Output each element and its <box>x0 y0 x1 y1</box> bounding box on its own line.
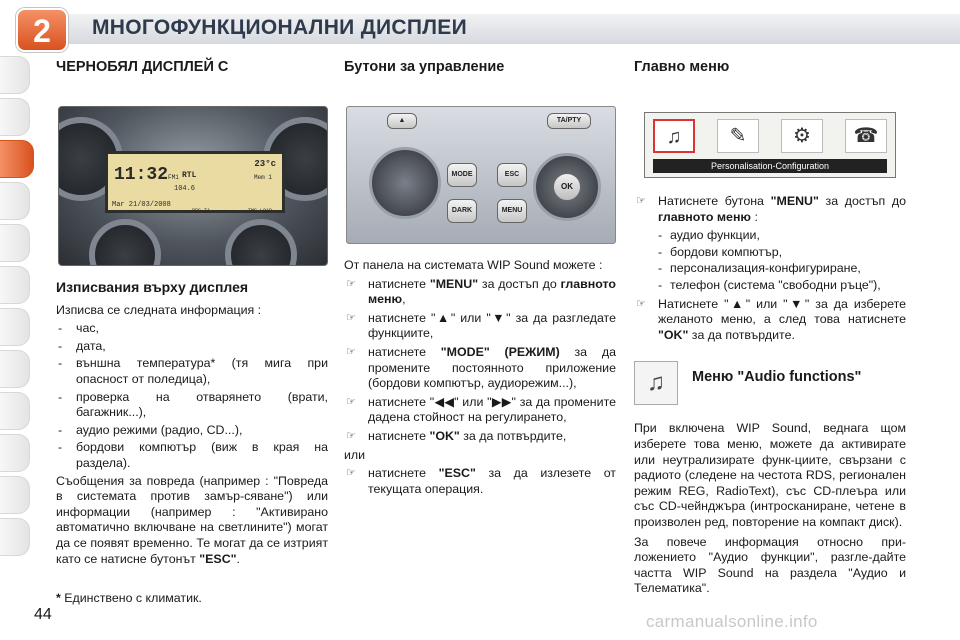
menu-button: MENU <box>497 199 527 223</box>
left-column <box>56 60 328 570</box>
eject-button: ▲ <box>387 113 417 129</box>
subheading-display-readings: Изписвания върху дисплея <box>56 279 249 295</box>
audio-functions-header <box>634 361 906 405</box>
list-item: - бордови компютър, <box>634 245 906 261</box>
list-item: - аудио функции, <box>634 228 906 244</box>
list-item: - аудио режими (радио, CD...), <box>56 423 328 439</box>
controls-list-esc <box>344 466 616 497</box>
list-item: ☞ Натиснете бутона "MENU" за достъп до главното меню : <box>636 194 906 224</box>
chapter-tab <box>0 224 30 262</box>
page-header <box>0 0 960 48</box>
footnote-text: Единствено с климатик. <box>60 591 202 605</box>
section-heading-controls: Бутони за управление <box>344 59 505 75</box>
or-text: или <box>344 447 366 462</box>
main-menu-steps <box>634 194 906 225</box>
control-panel-image <box>346 106 616 244</box>
screen-date: Mar 21/03/2008 <box>112 201 171 209</box>
section-heading-main-menu: Главно меню <box>634 59 730 75</box>
list-item: - дата, <box>56 339 328 355</box>
audio-functions-title: Меню "Audio functions" <box>692 368 862 385</box>
gauge-bottom-left <box>89 219 161 266</box>
chapter-tab-active <box>0 140 34 178</box>
chapter-tab <box>0 98 30 136</box>
pointer-icon: ☞ <box>346 467 356 480</box>
screen-temperature: 23°c <box>254 159 276 169</box>
audio-paragraph-1: При включена WIP Sound, веднага щом изберете това меню, можете да активирате или неутрализирате функ-циите, свързани с радиото (следене на честота RDS, регионален режим REG, RadioText), със CD-плеъра или със CD-чейнджъра (интросканиране, четене в произволен ред, повторение на компакт диск). <box>634 421 906 529</box>
list-item: ☞ натиснете "MENU" за достъп до главното меню, <box>346 276 616 307</box>
mode-button: MODE <box>447 163 477 187</box>
list-item: ☞ Натиснете "▲" или "▼" за да изберете желаното меню, а след това натиснете "OK" за да потвърдите. <box>636 296 906 342</box>
chapter-tab <box>0 518 30 556</box>
ok-button: OK <box>553 173 581 201</box>
settings-icon: ⚙ <box>781 119 823 153</box>
right-column <box>634 60 906 600</box>
main-menu-steps-2 <box>634 297 906 344</box>
list-item: - проверка на отварянето (врати, багажник...), <box>56 390 328 421</box>
list-item: - външна температура* (тя мига при опасност от поледица), <box>56 356 328 387</box>
messages-paragraph <box>56 474 328 568</box>
pointer-icon: ☞ <box>346 277 356 290</box>
main-menu-image <box>644 112 896 178</box>
screen-tmc: TMC LOAD <box>247 208 272 214</box>
list-item: - персонализация-конфигуриране, <box>634 261 906 277</box>
list-item: - телефон (система "свободни ръце"), <box>634 278 906 294</box>
messages-text: Съобщения за повреда (например : "Повреда в системата против замър-сяване") или информации (например : "Активирано автоматично включване на светлините") могат да се появят временно. Те могат да се изтрият като се натисне бутонът <box>56 473 328 566</box>
monochrome-screen <box>105 151 285 213</box>
music-icon: ♫ <box>653 119 695 153</box>
left-knob <box>369 147 441 219</box>
intro-text: Изписва се следната информация : <box>56 302 262 317</box>
dark-button: DARK <box>447 199 477 223</box>
list-item: ☞ натиснете "◀◀" или "▶▶" за да промените дадена стойност на регулирането, <box>346 394 616 425</box>
chapter-tab <box>0 182 30 220</box>
audio-paragraph-2: За повече информация относно при-ложението "Аудио функции", разгле-дайте частта WIP Sound на раздела "Аудио и Телематика". <box>634 534 906 596</box>
pointer-icon: ☞ <box>346 429 356 442</box>
chapter-tab <box>0 266 30 304</box>
chapter-badge <box>16 8 68 52</box>
screen-band: FM1 <box>168 174 179 181</box>
pointer-icon: ☞ <box>346 345 356 358</box>
menu-icon-row <box>653 119 887 155</box>
wrench-icon: ✎ <box>717 119 759 153</box>
list-item: ☞ натиснете "▲" или "▼" за да разгледате функциите, <box>346 310 616 341</box>
music-icon: ♫ <box>634 361 678 405</box>
chapter-number: 2 <box>33 13 51 49</box>
pointer-icon: ☞ <box>636 195 646 207</box>
chapter-tab <box>0 350 30 388</box>
list-item: - час, <box>56 321 328 337</box>
footnote <box>56 591 202 605</box>
list-item: - бордови компютър (виж в края на раздела). <box>56 440 328 471</box>
footnote-star: * <box>56 591 61 605</box>
chapter-tab <box>0 392 30 430</box>
phone-icon: ☎ <box>845 119 887 153</box>
list-item: ☞ натиснете "OK" за да потвърдите, <box>346 428 567 443</box>
controls-list <box>344 277 616 445</box>
screen-memory: Mem 1 <box>253 174 272 181</box>
chapter-tab <box>0 476 30 514</box>
screen-station: RTL <box>182 171 197 180</box>
chapter-tab <box>0 56 30 94</box>
panel-intro: От панела на системата WIP Sound можете : <box>344 258 603 272</box>
chapter-tab <box>0 308 30 346</box>
page-number: 44 <box>34 606 52 623</box>
chapter-tabs <box>0 56 34 560</box>
section-heading-display: ЧЕРНОБЯЛ ДИСПЛЕЙ С <box>56 59 229 75</box>
main-menu-sublist <box>634 228 906 293</box>
pointer-icon: ☞ <box>346 395 356 408</box>
messages-end: . <box>236 551 240 566</box>
pointer-icon: ☞ <box>636 297 646 310</box>
list-item: ☞ натиснете "MODE" (РЕЖИМ) за да промените постоянното приложение (бордови компютър, аудиорежим...), <box>346 344 616 391</box>
esc-button-ref: "ESC" <box>199 551 237 566</box>
screen-frequency: 104.6 <box>174 185 196 193</box>
esc-button: ESC <box>497 163 527 187</box>
ta-pty-button: TA/PTY <box>547 113 591 129</box>
gauge-bottom-right <box>225 219 297 266</box>
screen-time: 11:32 <box>114 165 169 185</box>
list-item: ☞ натиснете "ESC" за да излезете от текущата операция. <box>346 466 616 496</box>
middle-column <box>344 60 616 500</box>
dashboard-display-image <box>58 106 328 266</box>
chapter-tab <box>0 434 30 472</box>
pointer-icon: ☞ <box>346 311 356 324</box>
menu-strip-label: Personalisation-Configuration <box>653 159 887 173</box>
watermark: carmanualsonline.info <box>646 612 818 631</box>
screen-rds: RDS TA <box>192 208 211 214</box>
display-info-list <box>56 321 328 471</box>
page-title: МНОГОФУНКЦИОНАЛНИ ДИСПЛЕИ <box>92 16 467 39</box>
